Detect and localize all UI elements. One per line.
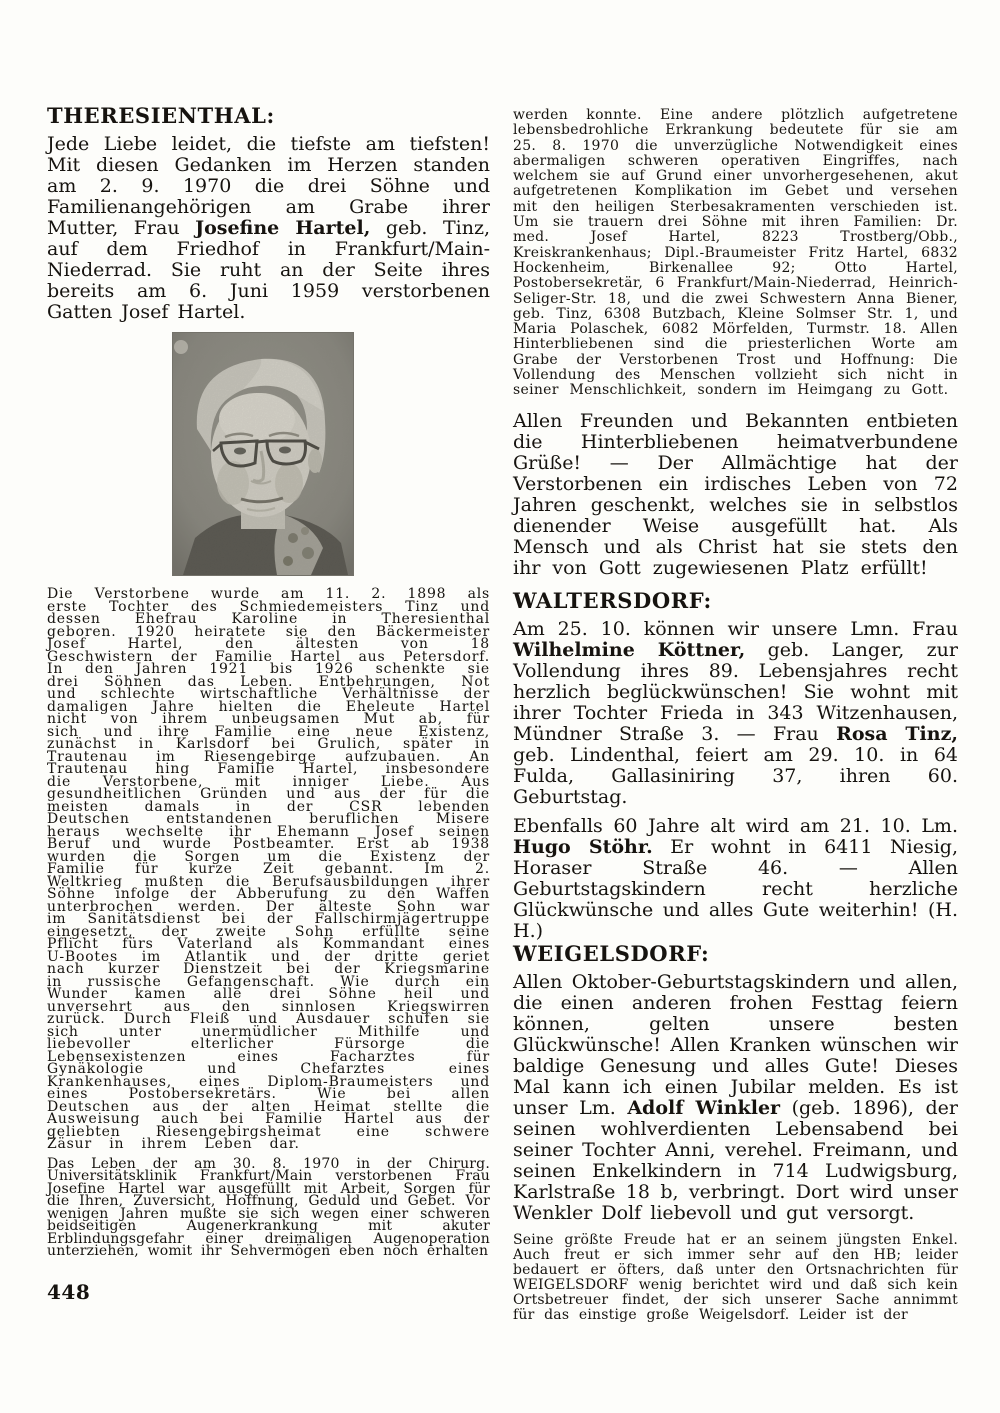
obituary-intro-paragraph: [47, 134, 490, 323]
text-run: Ebenfalls 60 Jahre alt wird am 21. 10. Lm.: [513, 814, 958, 837]
portrait-photo: [173, 333, 353, 575]
section-heading-weigelsdorf: WEIGELSDORF:: [513, 940, 710, 966]
biography-paragraph-1: Die Verstorbene wurde am 11. 2. 1898 als erste Tochter des Schmiedemeisters Tinz und dessen Ehefrau Karoline in Theresienthal geboren. 1920 heiratete sie den Bäckermeister Josef Hartel, den ältesten von 18 Geschwistern der Familie Hartel aus Petersdorf. In den Jahren 1921 bis 1926 schenkte sie drei Söhnen das Leben. Entbehrungen, Not und schlechte wirtschaftliche Verhältnisse der damaligen Jahre hielten die Eheleute Hartel nicht von ihrem unbeugsamen Mut ab, für sich und ihre Familie eine neue Existenz, zunächst in Karlsdorf bei Grulich, später in Trautenau im Riesengebirge aufzubauen. An Trautenau hing Familie Hartel, insbesondere die Verstorbene, mit inniger Liebe. Aus gesundheitlichen Gründen und aus der für die meisten damals in der CSR lebenden Deutschen entstandenen beruflichen Misere heraus wechselte ihr Ehemann Josef seinen Beruf und wurde Postbeamter. Erst ab 1938 wurden die Sorgen um die Existenz der Familie für kurze Zeit gebannt. Im 2. Weltkrieg mußten die Berufsausbildungen ihrer Söhne infolge der Abberufung zu den Waffen unterbrochen werden. Der älteste Sohn war im Sanitätsdienst bei der Fallschirmjägertruppe eingesetzt, der zweite Sohn erfüllte seine Pflicht fürs Vaterland als Kommandant eines U-Bootes im Atlantik und der dritte geriet nach kurzer Dienstzeit bei der Kriegsmarine in russische Gefangenschaft. Wie durch ein Wunder kamen alle drei Söhne heil und unversehrt aus den sinnlosen Kriegswirren zurück. Durch Fleiß und Ausdauer schufen sie sich unter unermüdlicher Mithilfe und liebevoller elterlicher Fürsorge die Lebensexistenzen eines Facharztes für Gynäkologie und Chefarztes eines Krankenhauses, eines Diplom-Braumeisters und eines Postobersekretärs. Wie bei allen Deutschen aus der alten Heimat stellte die Ausweisung auch bei Familie Hartel aus der geliebten Riesengebirgsheimat eine schwere Zäsur in ihrem Leben dar.: [47, 586, 490, 1152]
biography-paragraph-2: Das Leben der am 30. 8. 1970 in der Chirurg. Universitätsklinik Frankfurt/Main verstorbenen Frau Josefine Hartel war ausgefüllt mit Arbeit, Sorgen für die Ihren, Zuversicht, Hoffnung, Geduld und Gebet. Vor wenigen Jahren mußte sie sich wegen einer schweren beidseitigen Augenerkrankung mit akuter Erblindungsgefahr einer dreimaligen Augenoperation unterziehen, womit ihr Sehvermögen eben noch erhalten: [47, 1155, 490, 1259]
person-name: Josefine Hartel,: [195, 217, 371, 239]
obituary-continuation-paragraph: werden konnte. Eine andere plötzlich aufgetretene lebensbedrohliche Erkrankung bedeutete für sie am 25. 8. 1970 die unverzügliche Notwendigkeit eines abermaligen schweren operativen Eingriffes, nach welchem sie auf Grund einer unvorhergesehenen, akut aufgetretenen Komplikation im Gebet und versehen mit den heiligen Sterbesakramenten verschieden ist. Um sie trauern drei Söhne mit ihren Familien: Dr. med. Josef Hartel, 8223 Trostberg/Obb., Kreiskrankenhaus; Dipl.-Braumeister Fritz Hartel, 6832 Hockenheim, Birkenallee 92; Otto Hartel, Postobersekretär, 6 Frankfurt/Main-Niederrad, Heinrich-Seliger-Str. 18, und die zwei Schwestern Anna Biener, geb. Tinz, 6308 Butzbach, Kleine Solmser Str. 1, und Maria Polaschek, 6082 Mörfelden, Turmstr. 18. Allen Hinterbliebenen sind die priesterlichen Worte am Grabe der Verstorbenen Trost und Hoffnung: Die Vollendung des Menschen vollzieht sich nicht in seiner Menschlichkeit, sondern im Heimgang zu Gott.: [513, 107, 958, 399]
text-run: Er wohnt in 6411 Niesig, Horaser Straße 46. — Allen Geburtstagskindern recht herzliche Glückwünsche und alles Gute weiterhin! (H. H.): [513, 835, 958, 942]
text-run: geb. Tinz, auf dem Friedhof in Frankfurt/Main-Niederrad. Sie ruht an der Seite ihres bereits am 6. Juni 1959 verstorbenen Gatten Josef Hartel.: [47, 217, 490, 323]
person-name: Wilhelmine Köttner,: [513, 638, 746, 661]
weigelsdorf-greetings-paragraph: [513, 972, 958, 1224]
portrait-photo-image: [173, 333, 353, 575]
text-run: Am 25. 10. können wir unsere Lmn. Frau: [513, 617, 958, 640]
text-run: Allen Oktober-Geburtstagskindern und allen, die einen anderen frohen Festtag feiern können, gelten unsere besten Glückwünsche! Allen Kranken wünschen wir baldige Genesung und alles Gute! Dieses Mal kann ich einen Jubilar melden. Es ist unser Lm.: [513, 970, 958, 1119]
text-run: geb. Langer, zur Vollendung ihres 89. Lebensjahres recht herzlich beglückwünschen! Sie wohnt mit ihrer Tochter Frieda in 343 Witzenhausen, Mündner Straße 3. — Frau: [513, 638, 958, 745]
person-name: Rosa Tinz,: [836, 722, 958, 745]
person-name: Adolf Winkler: [627, 1096, 781, 1119]
text-run: geb. Lindenthal, feiert am 29. 10. in 64 Fulda, Gallasiniring 37, ihren 60. Geburtstag.: [513, 743, 958, 808]
left-column: [47, 104, 490, 1258]
section-heading-theresienthal: THERESIENTHAL:: [47, 103, 275, 128]
page-number: 448: [47, 1280, 91, 1304]
section-heading-waltersdorf: WALTERSDORF:: [513, 587, 712, 613]
text-run: Jede Liebe leidet, die tiefste am tiefsten! Mit diesen Gedanken im Herzen standen am 2. 9. 1970 die drei Söhne und Familienangehörigen am Grabe ihrer Mutter, Frau: [47, 133, 490, 239]
condolence-paragraph: Allen Freunden und Bekannten entbieten die Hinterbliebenen heimatverbundene Grüße! — Der Allmächtige hat der Verstorbenen ein irdisches Leben von 72 Jahren geschenkt, welches sie in selbstlos dienender Weise ausgefüllt hat. Als Mensch und als Christ hat sie stets den ihr von Gott zugewiesenen Platz erfüllt!: [513, 409, 958, 579]
weigelsdorf-note-paragraph: Seine größte Freude hat er an seinem jüngsten Enkel. Auch freut er sich immer sehr auf den HB; leider bedauert er öfters, daß unter den Ortsnachrichten für WEIGELSDORF wenig berichtet wird und daß sich kein Ortsbetreuer findet, der sich unserer Sache annimmt für das einstige große Weigelsdorf. Leider ist der: [513, 1231, 958, 1323]
waltersdorf-birthdays-paragraph-1: [513, 619, 958, 808]
text-run: (geb. 1896), der seinen wohlverdienten Lebensabend bei seiner Tochter Anni, verehel. Freimann, und seinen Enkelkindern in 714 Ludwigsburg, Karlstraße 18 b, verbringt. Dort wird unser Wenkler Dolf liebevoll und gut versorgt.: [513, 1096, 958, 1224]
person-name: Hugo Stöhr.: [513, 835, 653, 858]
waltersdorf-birthdays-paragraph-2: [513, 816, 958, 942]
right-column: [513, 108, 958, 1323]
